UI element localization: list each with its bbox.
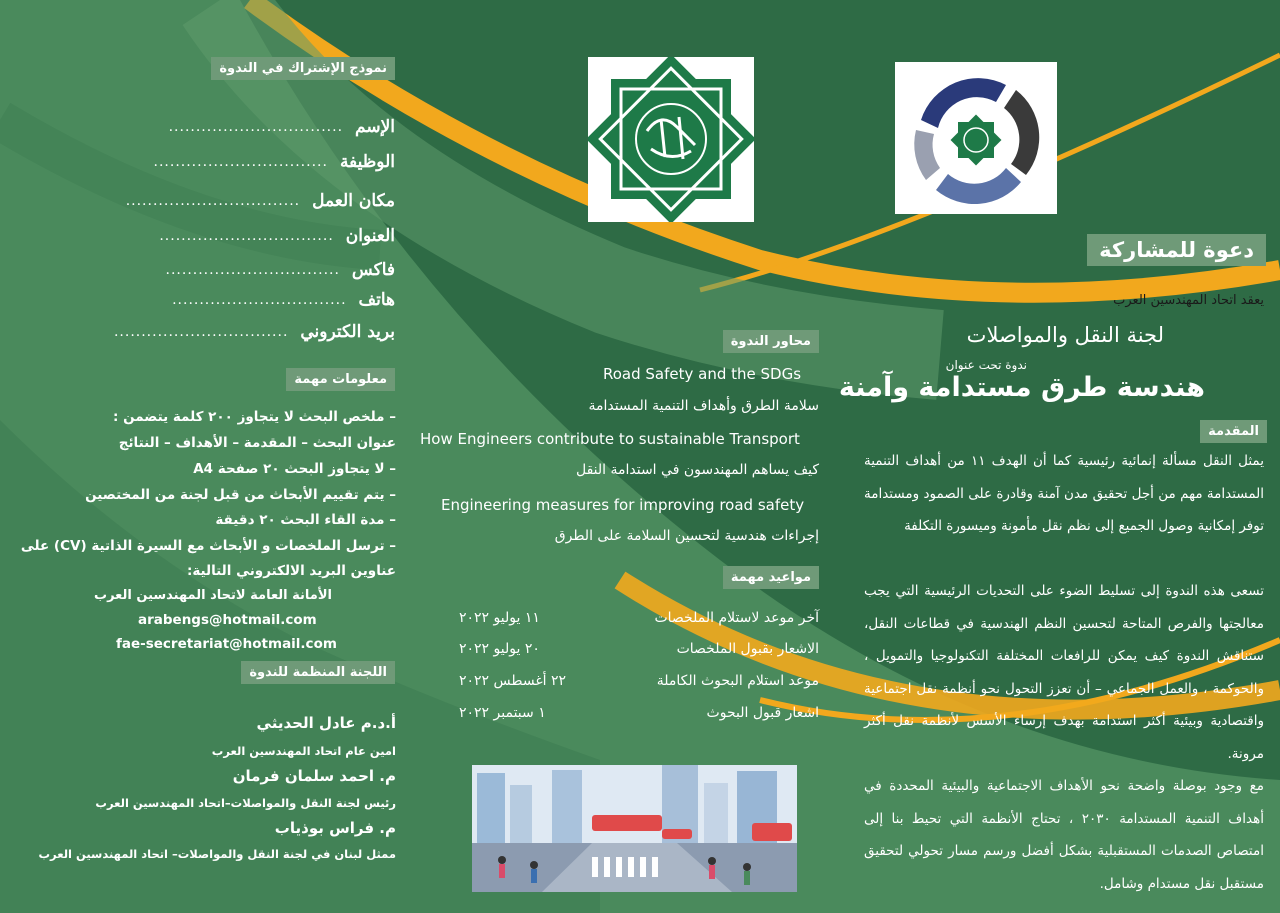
secretariat-label: الأمانة العامة لاتحاد المهندسين العرب bbox=[94, 588, 332, 603]
form-row-workplace[interactable]: مكان العمل ................................ bbox=[125, 191, 395, 211]
topic-en: Engineering measures for improving road safety bbox=[441, 496, 805, 514]
main-title: هندسة طرق مستدامة وآمنة bbox=[838, 372, 1205, 403]
info-line: – ترسل الملخصات و الأبحاث مع السيرة الذاتية (CV) على bbox=[20, 538, 396, 554]
invitation-title: دعوة للمشاركة bbox=[1087, 234, 1266, 266]
member-role: امين عام اتحاد المهندسين العرب bbox=[211, 744, 396, 758]
circular-swirl-logo-icon bbox=[895, 62, 1057, 214]
info-line: – لا يتجاوز البحث ٢٠ صفحة A4 bbox=[193, 461, 396, 477]
member-role: رئيس لجنة النقل والمواصلات–اتحاد المهندسين العرب bbox=[95, 796, 396, 810]
email-link-1[interactable]: arabengs@hotmail.com bbox=[138, 612, 317, 628]
form-row-name[interactable]: الإسم ................................ bbox=[168, 117, 395, 137]
member-name: م. فراس بوذياب bbox=[274, 819, 396, 837]
form-row-email[interactable]: بريد الكتروني ................................ bbox=[113, 322, 395, 342]
city-street-illustration-icon bbox=[472, 765, 797, 892]
info-line: – يتم تقييم الأبحاث من قبل لجنة من المختصين bbox=[85, 487, 396, 503]
date-row: موعد استلام البحوث الكاملة ٢٢ أغسطس ٢٠٢٢ bbox=[459, 673, 819, 689]
date-row: اشعار قبول البحوث ١ سبتمبر ٢٠٢٢ bbox=[459, 705, 819, 721]
registration-heading: نموذج الإشتراك في الندوة bbox=[211, 57, 395, 80]
info-line: – مدة القاء البحث ٢٠ دقيقة bbox=[215, 512, 396, 528]
email-link-2[interactable]: fae-secretariat@hotmail.com bbox=[116, 636, 337, 652]
info-line: عناوين البريد الالكتروني التالية: bbox=[186, 563, 396, 579]
form-row-fax[interactable]: فاكس ................................ bbox=[165, 260, 395, 280]
intro-paragraph-3: مع وجود بوصلة واضحة نحو الأهداف الاجتماعية والبيئية المحددة في أهداف التنمية المستدامة ٢٠٣٠ ، تحتاج الأنظمة التي تحيط بنا إلى امتصاص الصدمات المستقبلية بشكل أفضل ورسم مسار تحولي لتحقيق مستقبل نقل مستدام وشامل. bbox=[864, 778, 1264, 892]
committee-heading: اللجنة المنظمة للندوة bbox=[241, 661, 395, 684]
form-row-job[interactable]: الوظيفة ................................ bbox=[153, 152, 395, 172]
city-street-illustration bbox=[472, 765, 797, 892]
intro-heading: المقدمة bbox=[1200, 420, 1267, 443]
topic-en: How Engineers contribute to sustainable Transport bbox=[420, 430, 800, 448]
committee-line: لجنة النقل والمواصلات bbox=[966, 323, 1164, 347]
topic-ar: سلامة الطرق وأهداف التنمية المستدامة bbox=[588, 398, 819, 414]
date-row: آخر موعد لاستلام الملخصات ١١ يوليو ٢٠٢٢ bbox=[459, 610, 819, 626]
topic-en: Road Safety and the SDGs bbox=[603, 365, 802, 383]
important-info-heading: معلومات مهمة bbox=[286, 368, 395, 391]
topic-ar: إجراءات هندسية لتحسين السلامة على الطرق bbox=[554, 528, 819, 544]
calligraphy-logo bbox=[588, 57, 754, 222]
topic-ar: كيف يساهم المهندسون في استدامة النقل bbox=[575, 462, 819, 478]
union-logo bbox=[895, 62, 1057, 214]
member-role: ممثل لبنان في لجنة النقل والمواصلات– اتحاد المهندسين العرب bbox=[38, 847, 396, 861]
dates-heading: مواعيد مهمة bbox=[723, 566, 819, 589]
form-row-phone[interactable]: هاتف ................................ bbox=[172, 290, 395, 310]
form-row-address[interactable]: العنوان ................................ bbox=[159, 226, 395, 246]
subtitle-line: ندوة تحت عنوان bbox=[945, 358, 1027, 372]
arabic-calligraphy-seal-icon bbox=[588, 57, 754, 222]
info-line: عنوان البحث – المقدمة – الأهداف – النتائج bbox=[118, 435, 396, 451]
date-row: الاشعار بقبول الملخصات ٢٠ يوليو ٢٠٢٢ bbox=[459, 641, 819, 657]
topics-heading: محاور الندوة bbox=[723, 330, 819, 353]
intro-paragraph-2: تسعى هذه الندوة إلى تسليط الضوء على التحديات الرئيسية التي يجب معالجتها والفرص المتاحة لتحسين النظم الهندسية في قطاعات النقل، ستناقش الندوة كيف يمكن للرافعات المختلفة التكنولوجيا والتمويل ، والحوكمة ، والعمل الجماعي – أن تعزز التحول نحو أنظمة نقل اجتماعية واقتصادية وبيئية أكثر استدامة بهدف إرساء الأسس لأنظمة نقل أكثر مرونة. bbox=[864, 583, 1264, 762]
member-name: أ.د.م عادل الحديثي bbox=[256, 714, 396, 732]
info-line: – ملخص البحث لا يتجاوز ٢٠٠ كلمة يتضمن : bbox=[112, 409, 396, 425]
intro-paragraph-1: يمثل النقل مسألة إنمائية رئيسية كما أن الهدف ١١ من أهداف التنمية المستدامة مهم من أجل تحقيق مدن آمنة وقادرة على الصمود ومستدامة توفر إمكانية وصول الجميع إلى نظم نقل مأمونة وميسورة التكلفة bbox=[864, 453, 1264, 534]
member-name: م. احمد سلمان فرمان bbox=[232, 767, 396, 785]
organizer-line: يعقد اتحاد المهندسين العرب bbox=[1113, 293, 1264, 308]
